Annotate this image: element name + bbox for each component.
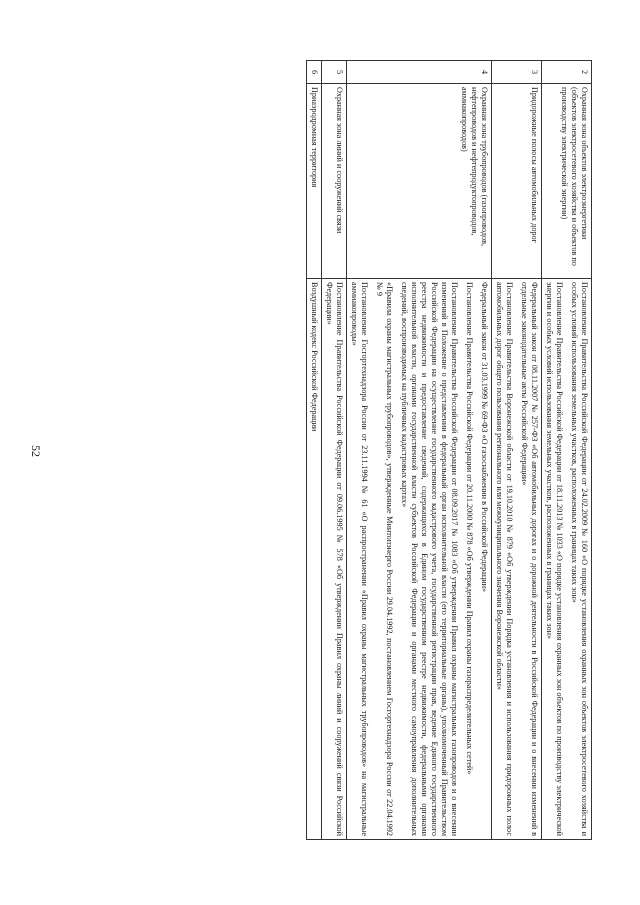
legal-document: Постановление Правительства Российской Федерации от 08.09.2017 № 1083 «Об утверждении Правил охраны магистральных газопроводов и о внесении изменений в Положение о представлении в федеральный орган исполнительной власти (его территориальные органы), уполномоченный Правительством Российской Федерации на осуществление государственного кадастрового учета, государственной регистрации прав, ведение Единого государственного реестра недвижимости и предоставление сведений, содержащихся в Едином государственном реестре недвижимости, федеральными органами исполнительной власти, органами государственной власти субъектов Российской Федерации и органами местного самоуправления дополнительных сведений, воспроизводимых на публичных кадастровых картах» <box>400 282 459 836</box>
zones-regulations-table <box>306 60 592 840</box>
legal-document: Федеральный закон от 31.03.1999 № 69-ФЗ «О газоснабжении в Российской Федерации» <box>480 282 489 593</box>
row-number: 3 <box>492 61 542 84</box>
legal-document: Постановление Правительства Российской Федерации от 20.11.2000 № 878 «Об утверждении Правил охраны газораспределительных сетей» <box>465 282 474 775</box>
page-number: 52 <box>29 445 43 457</box>
legal-document: «Правила охраны магистральных трубопроводов», утвержденные Минтопэнерго России 29.04.1992, постановлением Госгортехнадзора России от 22.04.1992 № 9 <box>375 282 394 836</box>
table-row <box>492 61 542 840</box>
zone-name: Охранная зона объектов электроэнергетики (объектов электросетевого хозяйства и объектов по производству электрической энергии) <box>542 84 592 279</box>
legal-basis-cell <box>492 279 542 840</box>
regulations-table-sheet <box>72 60 592 840</box>
zone-name: Придорожные полосы автомобильных дорог <box>492 84 542 279</box>
legal-basis-cell <box>347 279 492 840</box>
row-number: 6 <box>307 61 322 84</box>
legal-document: Воздушный кодекс Российской Федерации <box>310 282 319 432</box>
row-number: 4 <box>347 61 492 84</box>
zone-name: Охранная зона трубопроводов (газопроводов, нефтепроводов и нефтепродуктопроводов, аммиакопроводов) <box>347 84 492 279</box>
row-number: 2 <box>542 61 592 84</box>
legal-basis-cell <box>542 279 592 840</box>
table-row <box>307 61 322 840</box>
row-number: 5 <box>322 61 347 84</box>
legal-basis-cell <box>322 279 347 840</box>
legal-document: Постановление Правительства Российской Федерации от 18.11.2013 № 1033 «О порядке установления охранных зон объектов по производству электрической энергии и особых условий использования земельных участков, расположенных в границах таких зон» <box>545 282 564 836</box>
zone-name: Охранная зона линий и сооружений связи <box>322 84 347 279</box>
legal-document: Постановление Правительства Российской Федерации от 09.06.1995 № 578 «Об утверждении Правил охраны линий и сооружений связи Российской Федерации» <box>325 282 344 836</box>
legal-document: Федеральный закон от 08.11.2007 № 257-ФЗ «Об автомобильных дорогах и о дорожной деятельности в Российской Федерации и о внесении изменений в отдельные законодательные акты Российской Федерации» <box>520 282 539 836</box>
table-row <box>347 61 492 840</box>
table-row <box>322 61 347 840</box>
legal-document: Постановление Правительства Российской Федерации от 24.02.2009 № 160 «О порядке установления охранных зон объектов электросетевого хозяйства и особых условий использования земельных участков, расположенных в границах таких зон» <box>570 282 589 836</box>
legal-document: Постановление Госгортехнадзора России от 23.11.1994 № 61 «О распространении «Правил охраны магистральных трубопроводов» на магистральные аммиакопроводы» <box>350 282 369 836</box>
zone-name: Приаэродромная территория <box>307 84 322 279</box>
table-row <box>542 61 592 840</box>
legal-document: Постановление Правительства Воронежской области от 19.10.2010 № 879 «Об утверждении Порядка установления и использования придорожных полос автомобильных дорог общего пользования регионального или межмуниципального значения Воронежской области» <box>495 282 514 836</box>
legal-basis-cell <box>307 279 322 840</box>
